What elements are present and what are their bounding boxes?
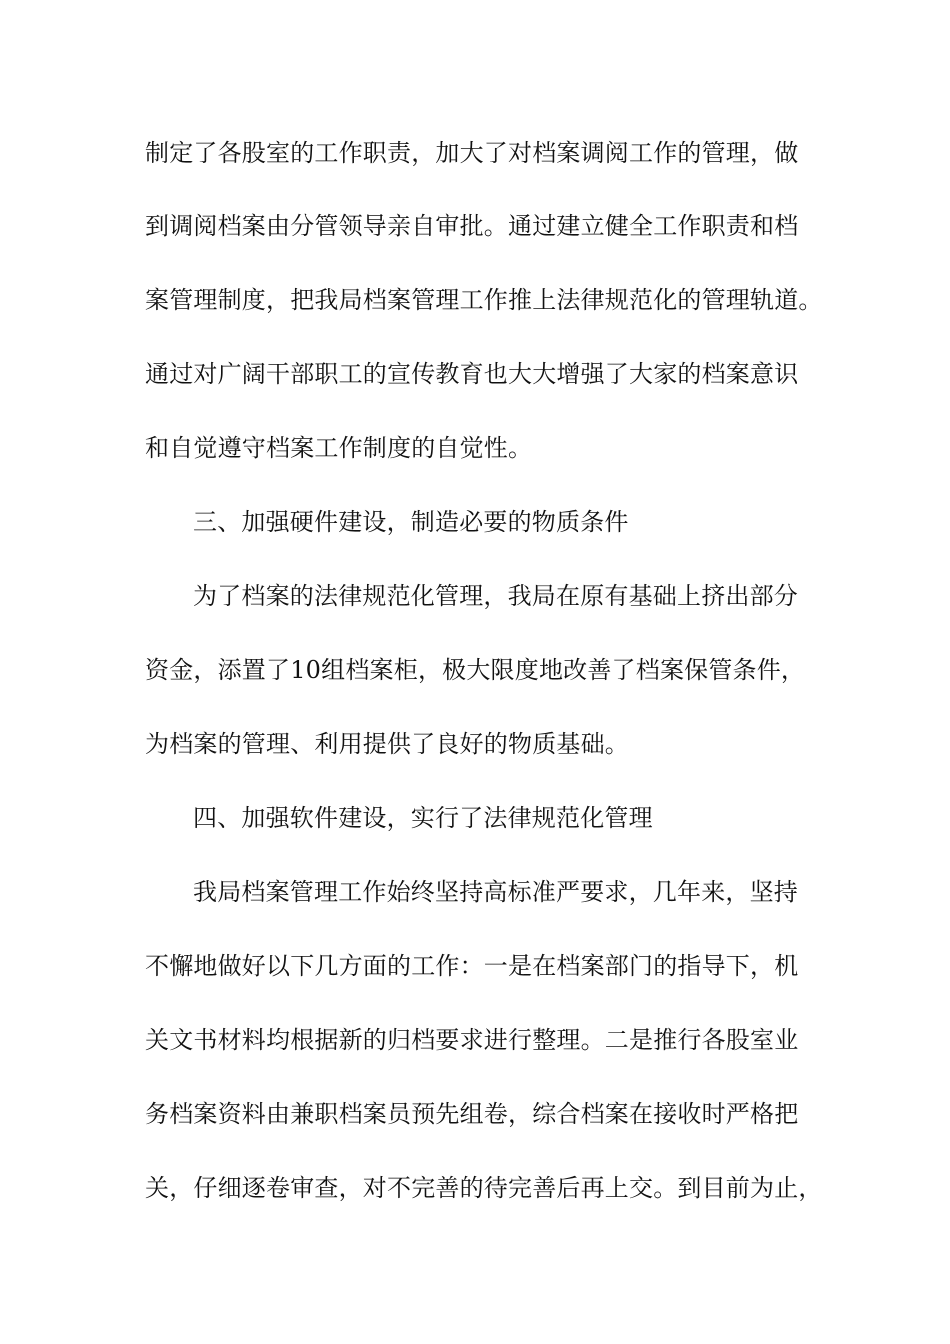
body-line: 和自觉遵守档案工作制度的自觉性。 [145,434,533,462]
body-line: 关文书材料均根据新的归档要求进行整理。二是推行各股室业 [145,1026,799,1054]
body-line: 到调阅档案由分管领导亲自审批。通过建立健全工作职责和档 [145,212,799,240]
body-line: 我局档案管理工作始终坚持高标准严要求，几年来，坚持 [193,878,798,906]
body-line: 为了档案的法律规范化管理，我局在原有基础上挤出部分 [193,582,798,610]
body-line: 关，仔细逐卷审查，对不完善的待完善后再上交。到目前为止， [145,1174,823,1202]
body-line: 资金，添置了10组档案柜，极大限度地改善了档案保管条件， [145,656,806,684]
body-line: 为档案的管理、利用提供了良好的物质基础。 [145,730,629,758]
section-heading-4: 四、加强软件建设，实行了法律规范化管理 [193,804,653,832]
body-line: 案管理制度，把我局档案管理工作推上法律规范化的管理轨道。 [145,286,823,314]
section-heading-3: 三、加强硬件建设，制造必要的物质条件 [193,508,629,536]
body-line: 通过对广阔干部职工的宣传教育也大大增强了大家的档案意识 [145,360,799,388]
body-line: 制定了各股室的工作职责，加大了对档案调阅工作的管理，做 [145,139,799,167]
body-line: 务档案资料由兼职档案员预先组卷，综合档案在接收时严格把 [145,1100,799,1128]
body-line: 不懈地做好以下几方面的工作：一是在档案部门的指导下，机 [145,952,799,980]
